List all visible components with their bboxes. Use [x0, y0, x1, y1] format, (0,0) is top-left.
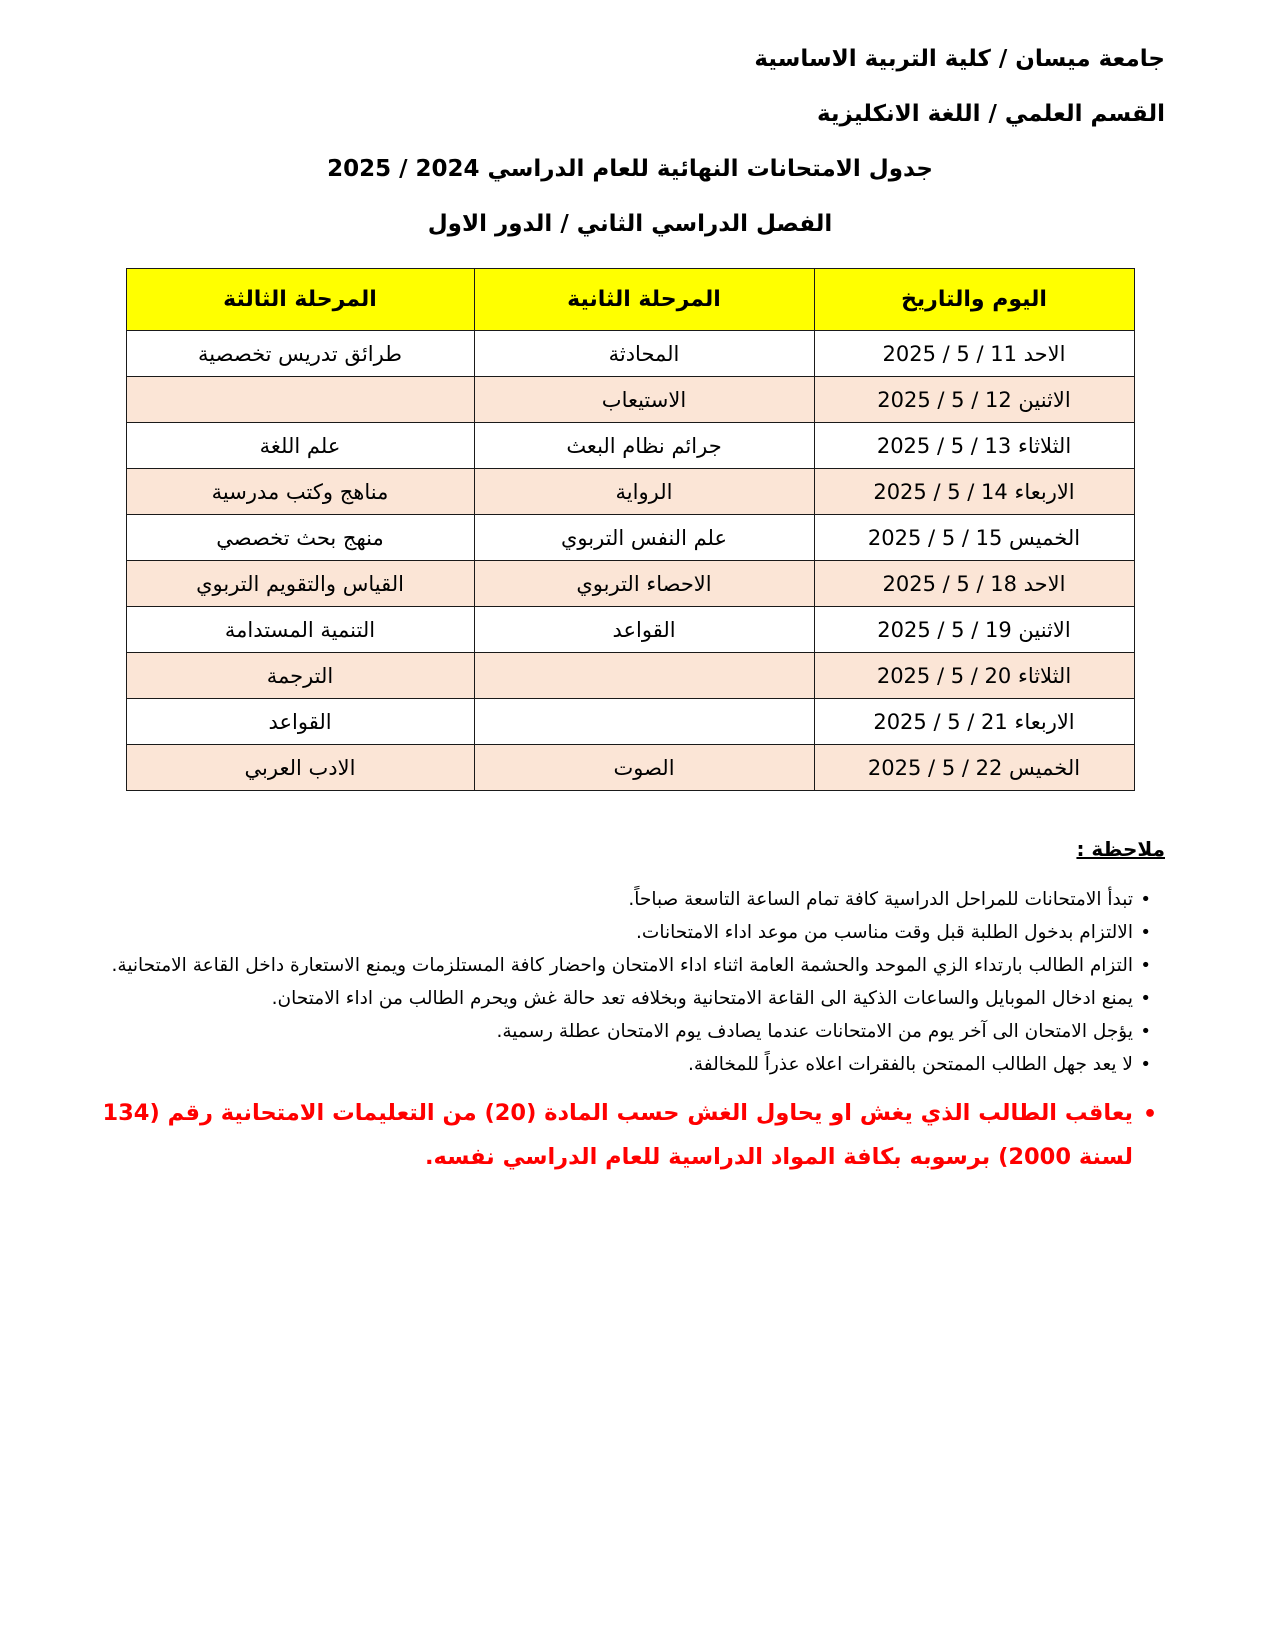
cell-day-date: الاربعاء 14 / 5 / 2025: [814, 469, 1134, 515]
cell-third-stage: القواعد: [126, 699, 474, 745]
cell-day-date: الاثنين 12 / 5 / 2025: [814, 377, 1134, 423]
cell-second-stage: [474, 653, 814, 699]
cell-day-date: الاثنين 19 / 5 / 2025: [814, 607, 1134, 653]
column-header-second-stage: المرحلة الثانية: [474, 269, 814, 331]
exam-schedule-table: [126, 268, 1135, 791]
notes-heading: ملاحظة :: [1076, 837, 1165, 861]
cell-second-stage: [474, 699, 814, 745]
table-row: [126, 699, 1134, 745]
cell-second-stage: الرواية: [474, 469, 814, 515]
note-item: • تبدأ الامتحانات للمراحل الدراسية كافة تمام الساعة التاسعة صباحاً.: [95, 883, 1151, 916]
exam-table-head: [126, 269, 1134, 331]
table-row: [126, 653, 1134, 699]
cell-day-date: الاحد 11 / 5 / 2025: [814, 331, 1134, 377]
notes-section: [95, 837, 1165, 1179]
cell-second-stage: علم النفس التربوي: [474, 515, 814, 561]
note-item: • الالتزام بدخول الطلبة قبل وقت مناسب من موعد اداء الامتحانات.: [95, 916, 1151, 949]
cell-third-stage: الادب العربي: [126, 745, 474, 791]
cell-second-stage: المحادثة: [474, 331, 814, 377]
cell-day-date: الخميس 15 / 5 / 2025: [814, 515, 1134, 561]
table-row: [126, 469, 1134, 515]
cell-second-stage: القواعد: [474, 607, 814, 653]
table-row: [126, 607, 1134, 653]
document-header: [95, 48, 1165, 236]
cell-day-date: الاحد 18 / 5 / 2025: [814, 561, 1134, 607]
note-item: • لا يعد جهل الطالب الممتحن بالفقرات اعلاه عذراً للمخالفة.: [95, 1048, 1151, 1081]
cell-day-date: الثلاثاء 20 / 5 / 2025: [814, 653, 1134, 699]
cell-second-stage: الاحصاء التربوي: [474, 561, 814, 607]
cell-second-stage: الصوت: [474, 745, 814, 791]
cell-third-stage: مناهج وكتب مدرسية: [126, 469, 474, 515]
schedule-title: جدول الامتحانات النهائية للعام الدراسي 2024 / 2025: [327, 156, 933, 182]
column-header-third-stage: المرحلة الثالثة: [126, 269, 474, 331]
note-item: • يؤجل الامتحان الى آخر يوم من الامتحانات عندما يصادف يوم الامتحان عطلة رسمية.: [95, 1015, 1151, 1048]
header-row: [126, 269, 1134, 331]
table-row: [126, 561, 1134, 607]
cell-third-stage: منهج بحث تخصصي: [126, 515, 474, 561]
exam-table-body: [126, 331, 1134, 791]
cell-second-stage: الاستيعاب: [474, 377, 814, 423]
table-row: [126, 745, 1134, 791]
university-line: جامعة ميسان / كلية التربية الاساسية: [754, 46, 1165, 72]
cell-third-stage: [126, 377, 474, 423]
cell-day-date: الخميس 22 / 5 / 2025: [814, 745, 1134, 791]
cell-third-stage: طرائق تدريس تخصصية: [126, 331, 474, 377]
cell-third-stage: الترجمة: [126, 653, 474, 699]
cell-second-stage: جرائم نظام البعث: [474, 423, 814, 469]
table-row: [126, 423, 1134, 469]
cheating-warning: • يعاقب الطالب الذي يغش او يحاول الغش حسب المادة (20) من التعليمات الامتحانية رقم (134 لسنة 2000) برسوبه بكافة المواد الدراسية للعام الدراسي نفسه.: [95, 1091, 1165, 1179]
table-row: [126, 331, 1134, 377]
table-row: [126, 377, 1134, 423]
semester-line: الفصل الدراسي الثاني / الدور الاول: [427, 211, 833, 237]
document-content: [95, 48, 1165, 1179]
cell-day-date: الاربعاء 21 / 5 / 2025: [814, 699, 1134, 745]
notes-list: [95, 883, 1165, 1081]
table-row: [126, 515, 1134, 561]
note-item: • يمنع ادخال الموبايل والساعات الذكية الى القاعة الامتحانية وبخلافه تعد حالة غش ويحرم الطالب من اداء الامتحان.: [95, 982, 1151, 1015]
cell-third-stage: القياس والتقويم التربوي: [126, 561, 474, 607]
department-line: القسم العلمي / اللغة الانكليزية: [816, 101, 1165, 127]
cell-day-date: الثلاثاء 13 / 5 / 2025: [814, 423, 1134, 469]
column-header-day-date: اليوم والتاريخ: [814, 269, 1134, 331]
cell-third-stage: علم اللغة: [126, 423, 474, 469]
note-item: • التزام الطالب بارتداء الزي الموحد والحشمة العامة اثناء اداء الامتحان واحضار كافة المستلزمات ويمنع الاستعارة داخل القاعة الامتحانية.: [95, 949, 1151, 982]
cell-third-stage: التنمية المستدامة: [126, 607, 474, 653]
